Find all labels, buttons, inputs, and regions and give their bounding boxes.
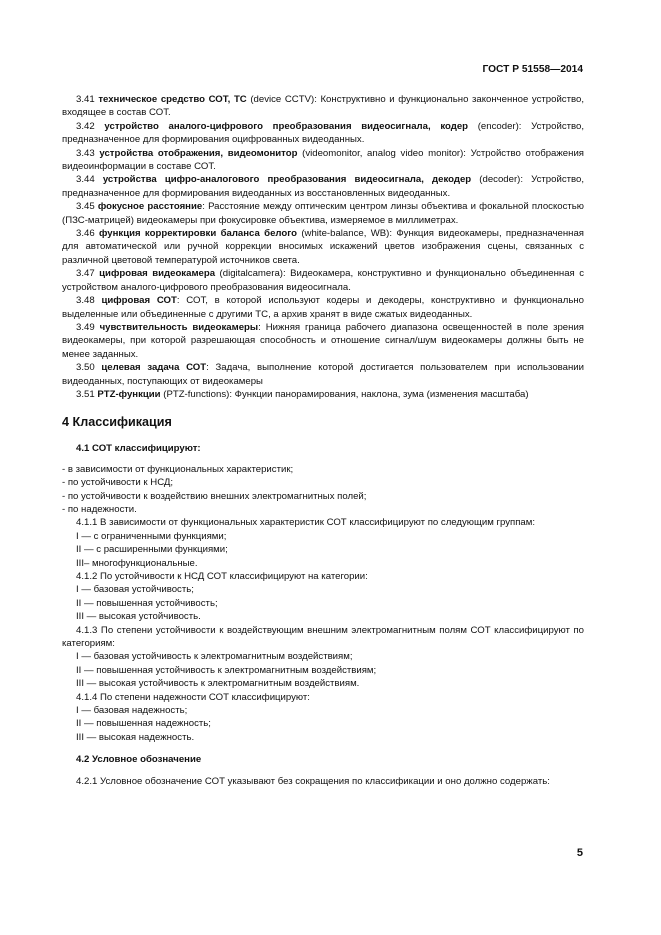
definition-number: 3.50 <box>76 362 95 374</box>
para-4-1-4 <box>62 691 584 704</box>
definition-number: 3.48 <box>76 295 95 307</box>
list-item: II — повышенная устойчивость; <box>76 597 218 609</box>
definition-item <box>62 267 584 294</box>
list-item: II — повышенная устойчивость к электромагнитным воздействиям; <box>76 664 377 676</box>
para-text: 4.1.3 По степени устойчивости к воздействующим внешним электромагнитным полям СОТ классифицируют по категориям: <box>62 624 584 650</box>
definition-text: (encoder): Устройство, предназначенное для формирования оцифрованных видеоданных. <box>62 120 585 146</box>
list-item: II — с расширенными функциями; <box>76 544 228 556</box>
definition-text: (device CCTV): Конструктивно и функционально законченное устройство, входящее в состав СОТ. <box>62 94 584 119</box>
subsection-title-text: 4.2 Условное обозначение <box>76 754 202 766</box>
list-item: I — базовая устойчивость; <box>76 584 194 596</box>
list-item: III — высокая устойчивость к электромагнитным воздействиям. <box>76 678 360 690</box>
para-text: 4.1.4 По степени надежности СОТ классифицируют: <box>76 691 310 703</box>
list-item: I — базовая надежность; <box>76 705 188 717</box>
page-number: 5 <box>576 847 583 859</box>
definition-term: устройства цифро-аналогового преобразования видеосигнала, декодер <box>102 174 472 186</box>
definition-number: 3.51 <box>76 388 95 400</box>
category-list-nsd <box>62 583 584 623</box>
definition-text: (videomonitor, analog video monitor): Устройство отображения видеоинформации в составе СОТ. <box>62 147 584 173</box>
definition-text: (decoder): Устройство, предназначенное для формирования видеоданных из восстановленных видеоданных. <box>62 174 584 199</box>
subsection-4-2-title <box>62 753 584 766</box>
definition-number: 3.45 <box>76 201 95 213</box>
para-4-2-1 <box>62 775 584 788</box>
group-list <box>62 530 584 570</box>
definitions-list <box>62 93 584 401</box>
definition-term: PTZ-функции <box>97 388 161 400</box>
definition-term: фокусное расстояние <box>97 201 203 213</box>
list-item: - по устойчивости к воздействию внешних электромагнитных полей; <box>62 490 367 502</box>
category-list-emc <box>62 650 584 690</box>
document-body <box>62 93 584 788</box>
definition-item <box>62 388 584 401</box>
definition-item <box>62 294 584 321</box>
definition-text: : Расстояние между оптическим центром линзы объектива и фокальной плоскостью (ПЗС-матрицей) видеокамеры при фокусировке объектива, измеряемое в миллиметрах. <box>62 201 584 226</box>
definition-number: 3.43 <box>76 147 95 159</box>
definition-item <box>62 200 584 227</box>
definition-text: : Нижняя граница рабочего диапазона освещенностей в поле зрения видеокамеры, при которой разрешающая способность и отношение сигнал/шум видеокамеры должны быть не менее заданных. <box>62 321 584 360</box>
definition-term: цифровая СОТ <box>101 295 177 307</box>
para-text: 4.1.2 По устойчивости к НСД СОТ классифицируют на категории: <box>76 571 368 582</box>
list-item: III– многофункциональные. <box>76 557 198 569</box>
definition-item <box>62 361 584 388</box>
definition-term: чувствительность видеокамеры <box>99 321 259 333</box>
definition-number: 3.46 <box>76 228 95 240</box>
definition-number: 3.47 <box>76 268 95 280</box>
definition-item <box>62 173 584 200</box>
definition-number: 3.49 <box>76 321 95 333</box>
list-item: I — с ограниченными функциями; <box>76 530 227 542</box>
standard-header: ГОСТ Р 51558—2014 <box>482 64 583 75</box>
definition-term: устройство аналого-цифрового преобразования видеосигнала, кодер <box>104 120 469 132</box>
list-item: III — высокая устойчивость. <box>76 611 201 623</box>
definition-text: : Задача, выполнение которой достигается пользователем при использовании видеоданных, поступающих от видеокамеры <box>62 362 584 387</box>
list-item: - в зависимости от функциональных характеристик; <box>62 463 294 475</box>
definition-item <box>62 321 584 361</box>
definition-number: 3.44 <box>76 174 95 186</box>
para-4-1-3 <box>62 624 584 651</box>
definition-text: (white-balance, WB): Функция видеокамеры, предназначенная для автоматической или ручной коррекции вносимых искажений цветов изображения сцены, связанных с различной цветовой температурой источников света. <box>62 228 584 266</box>
definition-number: 3.42 <box>76 120 95 132</box>
para-text: 4.1.1 В зависимости от функциональных характеристик СОТ классифицируют по следующим группам: <box>76 517 536 529</box>
classification-list <box>62 463 584 517</box>
para-4-1-2 <box>62 570 584 583</box>
definition-term: целевая задача СОТ <box>101 362 207 374</box>
definition-text: (digitalcamera): Видеокамера, конструктивно и функционально объединенная с устройством аналого-цифрового преобразования видеосигнала. <box>62 268 584 293</box>
para-4-1-1 <box>62 516 584 529</box>
list-item: - по надежности. <box>62 503 137 515</box>
section-title: 4 Классификация <box>62 415 172 430</box>
list-item: - по устойчивости к НСД; <box>62 477 174 489</box>
category-list-reliability <box>62 704 584 744</box>
definition-term: техническое средство СОТ, ТС <box>98 94 247 105</box>
subsection-4-1-title <box>62 442 584 455</box>
definition-term: функция корректировки баланса белого <box>99 228 297 240</box>
definition-item <box>62 227 584 267</box>
definition-number: 3.41 <box>76 94 95 105</box>
definition-item <box>62 120 584 147</box>
definition-term: устройства отображения, видеомонитор <box>99 147 298 159</box>
definition-term: цифровая видеокамера <box>99 268 216 280</box>
list-item: I — базовая устойчивость к электромагнитным воздействиям; <box>76 651 353 663</box>
list-item: II — повышенная надежность; <box>76 718 211 730</box>
para-text: 4.2.1 Условное обозначение СОТ указывают без сокращения по классификации и оно должно содержать: <box>76 775 550 787</box>
definition-text: : СОТ, в которой используют кодеры и декодеры, конструктивно и функционально выделенные или объединенные с другими ТС, а архив хранят в виде сжатых видеоданных. <box>62 295 584 320</box>
definition-text: (PTZ-functions): Функции панорамирования, наклона, зума (изменения масштаба) <box>160 388 529 400</box>
definition-item <box>62 93 584 120</box>
subsection-title-text: 4.1 СОТ классифицируют: <box>76 443 201 455</box>
definition-item <box>62 147 584 174</box>
list-item: III — высокая надежность. <box>76 731 195 743</box>
